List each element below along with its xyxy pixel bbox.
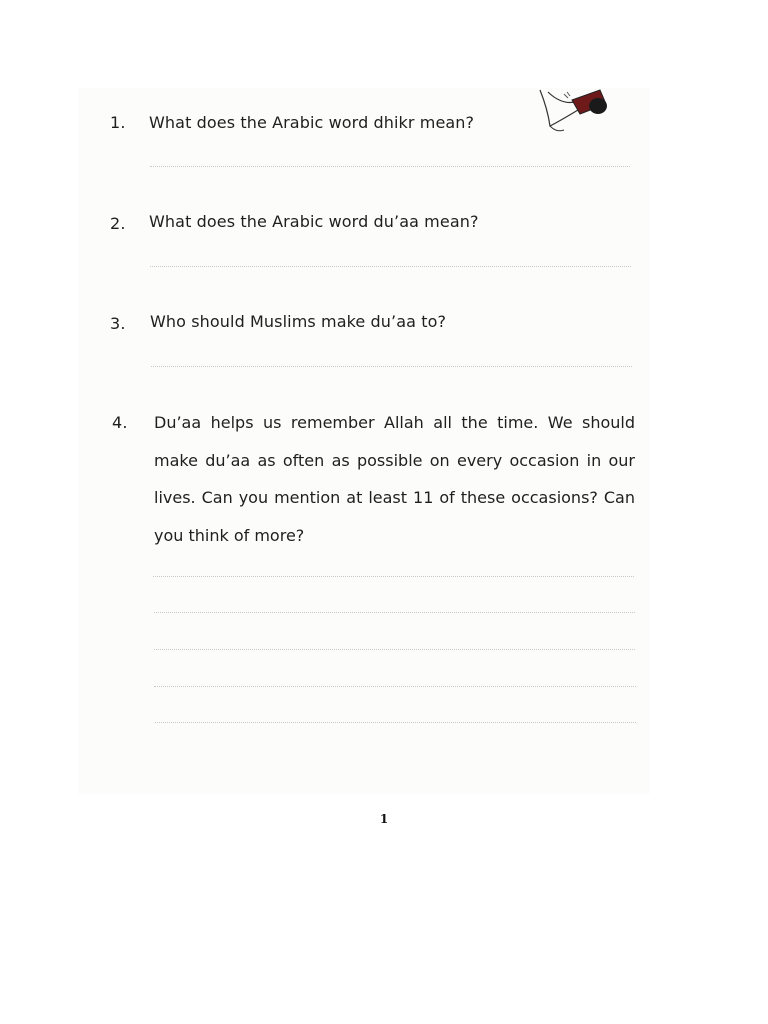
question-2-number: 2. xyxy=(110,214,126,233)
answer-line[interactable] xyxy=(153,576,634,577)
question-4-line: Du’aa helps us remember Allah all the time. We should xyxy=(154,413,635,432)
question-1-number: 1. xyxy=(110,113,126,132)
question-4-line: lives. Can you mention at least 11 of these occasions? Can xyxy=(154,488,635,507)
answer-line[interactable] xyxy=(154,612,635,613)
question-4-line: make du’aa as often as possible on every occasion in our xyxy=(154,450,635,470)
answer-line[interactable] xyxy=(150,166,630,167)
question-3-number: 3. xyxy=(110,314,126,333)
answer-line[interactable] xyxy=(154,649,635,650)
question-3-text: Who should Muslims make du’aa to? xyxy=(150,312,447,331)
answer-line[interactable] xyxy=(154,686,636,687)
question-4-number: 4. xyxy=(112,413,128,432)
answer-line[interactable] xyxy=(155,722,636,723)
question-1-text: What does the Arabic word dhikr mean? xyxy=(149,113,475,132)
question-4-text xyxy=(154,404,635,554)
hand-holding-pen-icon xyxy=(534,86,612,136)
page-number: 1 xyxy=(379,812,389,826)
answer-line[interactable] xyxy=(150,266,631,267)
answer-line[interactable] xyxy=(151,366,632,367)
question-4-line: you think of more? xyxy=(154,525,305,545)
question-2-text: What does the Arabic word du’aa mean? xyxy=(149,212,479,231)
